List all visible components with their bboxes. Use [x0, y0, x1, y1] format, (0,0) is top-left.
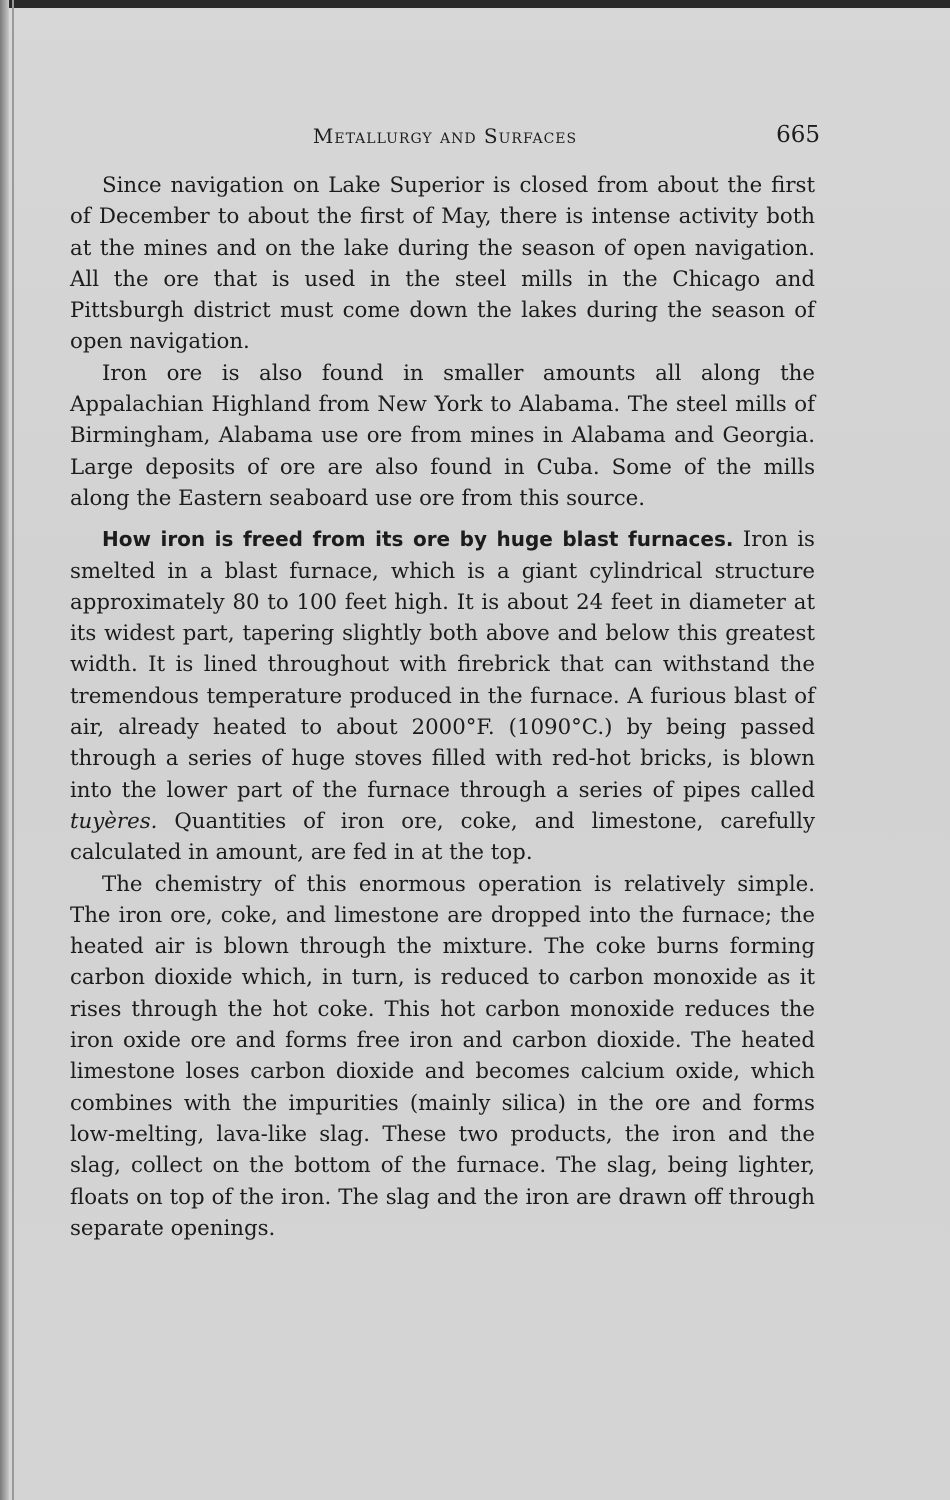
page-top-edge	[0, 0, 950, 8]
page-binding-edge	[0, 0, 9, 1500]
paragraph-text: Iron is smelted in a blast furnace, which is a giant cylindrical structure approximately 80 to 100 feet high. It is about 24 feet in diameter at its widest part, tapering slightly both above and below this greatest width. It is lined throughout with firebrick that can withstand the tremendous temperature produced in the furnace. A furious blast of air, already heated to about 2000°F. (1090°C.) by being passed through a series of huge stoves filled with red-hot bricks, is blown into the lower part of the furnace through a series of pipes called	[70, 527, 815, 803]
page-number: 665	[776, 122, 820, 148]
paragraph: Since navigation on Lake Superior is closed from about the first of December to about the first of May, there is intense activity both at the mines and on the lake during the season of open navigation. All the ore that is used in the steel mills in the Chicago and Pittsburgh district must come down the lakes during the season of open navigation.	[70, 173, 815, 355]
italic-term: tuyères.	[70, 808, 158, 834]
page-binding-line	[12, 0, 14, 1500]
paragraph: Iron ore is also found in smaller amounts all along the Appalachian Highland from New York to Alabama. The steel mills of Birmingham, Alabama use ore from mines in Alabama and Georgia. Large deposits of ore are also found in Cuba. Some of the mills along the Eastern seaboard use ore from this source.	[70, 360, 815, 511]
section-heading: How iron is freed from its ore by huge blast furnaces.	[102, 527, 734, 552]
running-title: Metallurgy and Surfaces	[312, 124, 578, 148]
paragraph: The chemistry of this enormous operation is relatively simple. The iron ore, coke, and limestone are dropped into the furnace; the heated air is blown through the mixture. The coke burns forming carbon dioxide which, in turn, is reduced to carbon monoxide as it rises through the hot coke. This hot carbon monoxide reduces the iron oxide ore and forms free iron and carbon dioxide. The heated limestone loses carbon dioxide and becomes calcium oxide, which combines with the impurities (mainly silica) in the ore and forms low-melting, lava-like slag. These two products, the iron and the slag, collect on the bottom of the furnace. The slag, being lighter, floats on top of the iron. The slag and the iron are drawn off through separate openings.	[70, 871, 815, 1241]
paragraph-text: Quantities of iron ore, coke, and limestone, carefully calculated in amount, are fed in at the top.	[70, 808, 815, 866]
body-text	[70, 170, 815, 1244]
running-head	[70, 120, 820, 156]
section-paragraph	[70, 524, 815, 868]
